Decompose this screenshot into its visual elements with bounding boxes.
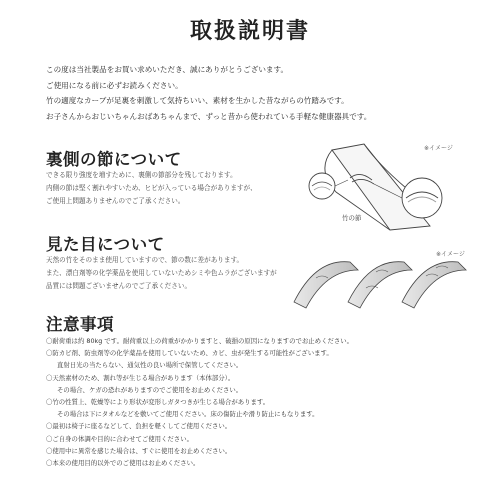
document-title: 取扱説明書 [189,19,310,44]
caution-item: 〇使用中に異常を感じた場合は、すぐに使用をお止めください。 [46,446,232,455]
image-note: ※イメージ [424,145,453,152]
section-heading-appearance: 見た目について [46,235,165,254]
caution-item: 直射日光の当たらない、通気性の良い場所で保管してください。 [57,361,243,370]
section-heading-back-node: 裏側の節について [46,150,182,169]
body-line: できる限り強度を増すために、裏側の節部分を残しております。 [46,171,237,179]
bamboo-variation-illustration [286,248,472,312]
caution-item: その場合は下にタオルなどを敷いてご使用ください。床の傷防止や滑り防止にもなります。 [57,410,319,419]
body-line: 品質には問題ございませんのでご了承ください。 [46,282,192,290]
body-line: 天然の竹をそのまま使用していますので、節の数に差があります。 [46,256,244,264]
caution-item: 〇竹の性質上、乾燥等により形状が変形しガタつきが生じる場合があります。 [46,398,270,407]
image-note: ※イメージ [436,251,465,258]
intro-line: 竹の適度なカーブが足裏を刺激して気持ちいい、素材を生かした昔ながらの竹踏みです。 [46,96,349,105]
caution-item: 〇天然素材のため、割れ等が生じる場合があります（本体部分）。 [46,373,235,382]
caution-item: 〇耐荷重は約 80kg です。耐荷重以上の荷重がかかりますと、破損の原因になりますのでお止めください。 [46,337,354,345]
bamboo-node-label: 竹の節 [342,214,362,222]
section-heading-cautions: 注意事項 [46,315,114,334]
caution-item: 〇最初は椅子に座るなどして、負担を軽くしてご使用ください。 [46,422,232,431]
section-body-back-node [46,169,316,208]
intro-paragraph [46,64,466,126]
caution-item: 〇防カビ剤、防虫剤等の化学薬品を使用していないため、カビ、虫が発生する可能性がございます。 [46,349,333,358]
cautions-list [46,335,466,469]
intro-line: この度は当社製品をお買い求めいただき、誠にありがとうございます。 [46,65,289,74]
body-line: また、漂白剤等の化学薬品を使用していないためシミや色ムラがございますが [46,269,277,277]
section-body-appearance [46,254,316,293]
intro-line: ご使用になる前に必ずお読みください。 [46,80,183,90]
bamboo-piece-3 [402,262,466,308]
caution-item: その場合、ケガの恐れがありますのでご使用をお止めください。 [57,385,243,394]
caution-item: 〇ご自身の体調や目的に合わせてご使用ください。 [46,434,193,443]
intro-line: お子さんからおじいちゃんおばあちゃんまで、ずっと昔から使われている手軽な健康器具です。 [46,111,372,121]
body-line: ご使用上問題ありませんのでご了承ください。 [46,197,185,205]
caution-item: 〇本来の使用目的以外でのご使用はお止めください。 [46,459,200,468]
bamboo-node-illustration [298,140,468,232]
body-line: 内側の節は堅く割れやすいため、ヒビが入っている場合がありますが、 [46,184,257,192]
